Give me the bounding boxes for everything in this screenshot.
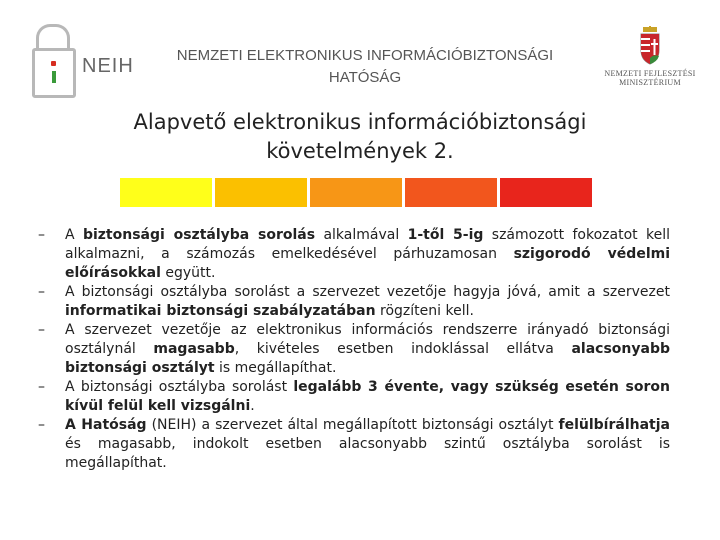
coat-of-arms-icon (637, 26, 663, 66)
agency-name (160, 45, 570, 89)
neih-logo (32, 22, 132, 94)
bullet-item: – A biztonsági osztályba sorolást legalább 3 évente, vagy szükség esetén soron kívül felül kell vizsgálni. (30, 378, 670, 416)
ministry-name-line2: MINISZTÉRIUM (619, 78, 681, 87)
lock-red-indicator (51, 61, 56, 66)
slide-title (60, 108, 660, 166)
color-scale-segment-5 (500, 178, 592, 207)
color-scale-segment-3 (310, 178, 402, 207)
color-scale-segment-1 (120, 178, 212, 207)
bullet-item: – A Hatóság (NEIH) a szervezet által megállapított biztonsági osztályt felülbírálhatja és magasabb, indokolt esetben alacsonyabb szintű osztályba sorolást is megállapíthat. (30, 416, 670, 473)
bullet-item: – A szervezet vezetője az elektronikus információs rendszerre irányadó biztonsági osztálynál magasabb, kivételes esetben indoklással ellátva alacsonyabb biztonsági osztályt is megállapíthat. (30, 321, 670, 378)
ministry-name (600, 69, 700, 87)
lock-icon (32, 48, 76, 98)
ministry-name-line1: NEMZETI FEJLESZTÉSI (604, 69, 696, 78)
bullet-item: – A biztonsági osztályba sorolást a szervezet vezetője hagyja jóvá, amit a szervezet informatikai biztonsági szabályzatában rögzíteni kell. (30, 283, 670, 321)
agency-name-line1: NEMZETI ELEKTRONIKUS INFORMÁCIÓBIZTONSÁGI (176, 47, 554, 64)
color-scale-segment-4 (405, 178, 497, 207)
ministry-logo (600, 26, 700, 96)
slide-title-line2: követelmények 2. (266, 139, 454, 163)
bullet-list (30, 226, 670, 473)
agency-name-line2: HATÓSÁG (328, 69, 402, 86)
neih-logo-text: NEIH (82, 55, 134, 77)
bullet-item: – A biztonsági osztályba sorolás alkalmával 1-től 5-ig számozott fokozatot kell alkalmazni, a számozás emelkedésével párhuzamosan szigorodó védelmi előírásokkal együtt. (30, 226, 670, 283)
color-scale-segment-2 (215, 178, 307, 207)
lock-green-indicator (52, 71, 56, 83)
security-class-color-scale (120, 178, 595, 207)
slide-title-line1: Alapvető elektronikus információbiztonsági (133, 110, 587, 134)
